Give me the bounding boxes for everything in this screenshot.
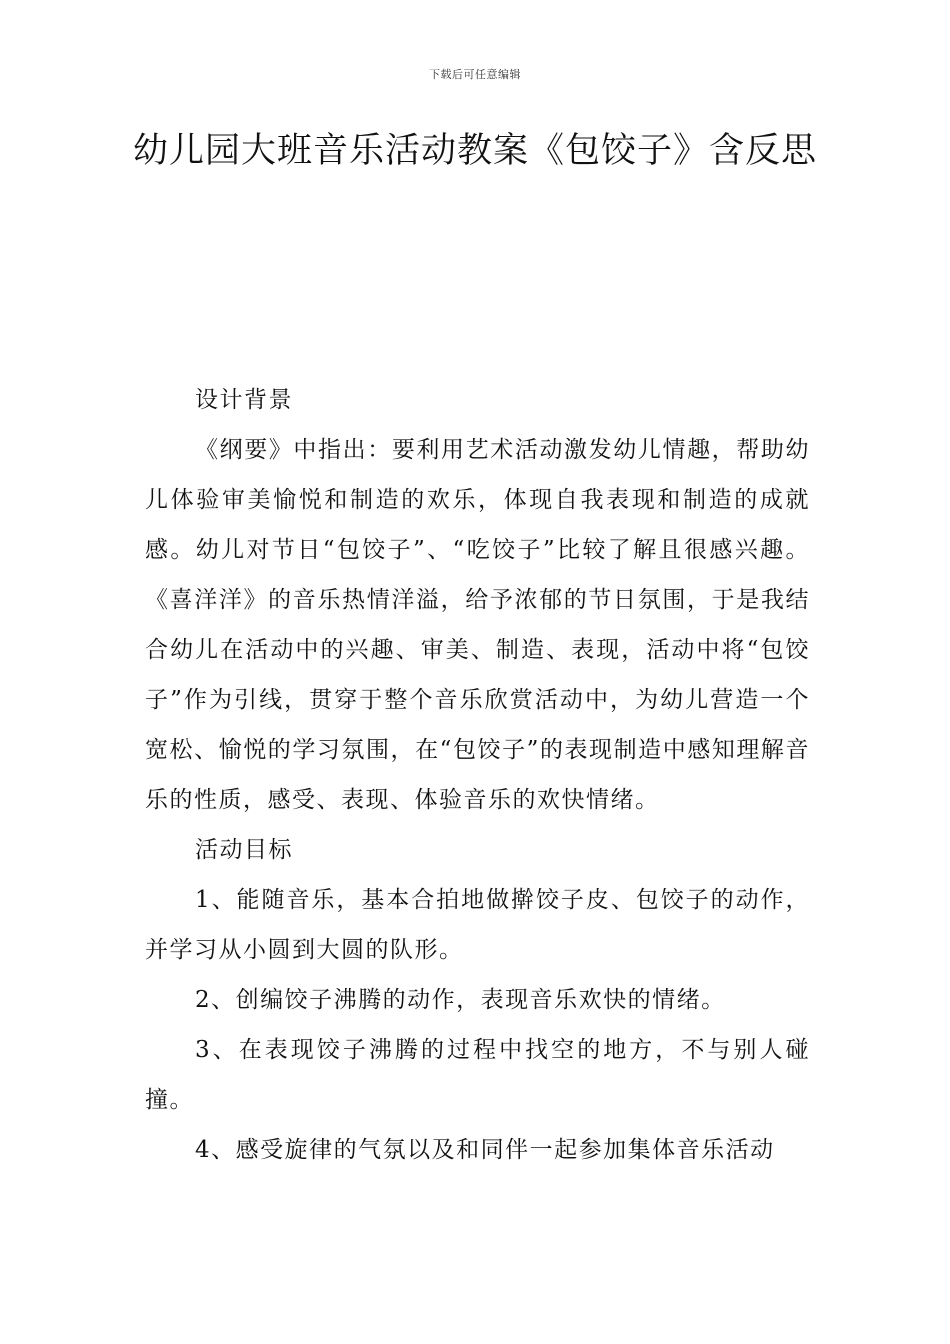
- header-note: 下载后可任意编辑: [429, 68, 521, 81]
- goal-item-2: 2、创编饺子沸腾的动作，表现音乐欢快的情绪。: [195, 987, 726, 1013]
- document-body: [145, 375, 810, 1175]
- document-title: 幼儿园大班音乐活动教案《包饺子》含反思: [132, 131, 817, 171]
- goal-item-1: 1、能随音乐，基本合拍地做擀饺子皮、包饺子的动作，并学习从小圆到大圆的队形。: [145, 887, 810, 963]
- goal-item-4: 4、感受旋律的气氛以及和同伴一起参加集体音乐活动: [195, 1137, 775, 1163]
- section-heading-background: 设计背景: [195, 387, 293, 413]
- section-heading-goals: 活动目标: [195, 837, 293, 863]
- goal-item-3: 3、在表现饺子沸腾的过程中找空的地方，不与别人碰撞。: [145, 1037, 810, 1113]
- background-paragraph: 《纲要》中指出：要利用艺术活动激发幼儿情趣，帮助幼儿体验审美愉悦和制造的欢乐，体现自我表现和制造的成就感。幼儿对节日“包饺子”、“吃饺子”比较了解且很感兴趣。《喜洋洋》的音乐热情洋溢，给予浓郁的节日氛围，于是我结合幼儿在活动中的兴趣、审美、制造、表现，活动中将“包饺子”作为引线，贯穿于整个音乐欣赏活动中，为幼儿营造一个宽松、愉悦的学习氛围，在“包饺子”的表现制造中感知理解音乐的性质，感受、表现、体验音乐的欢快情绪。: [145, 437, 810, 813]
